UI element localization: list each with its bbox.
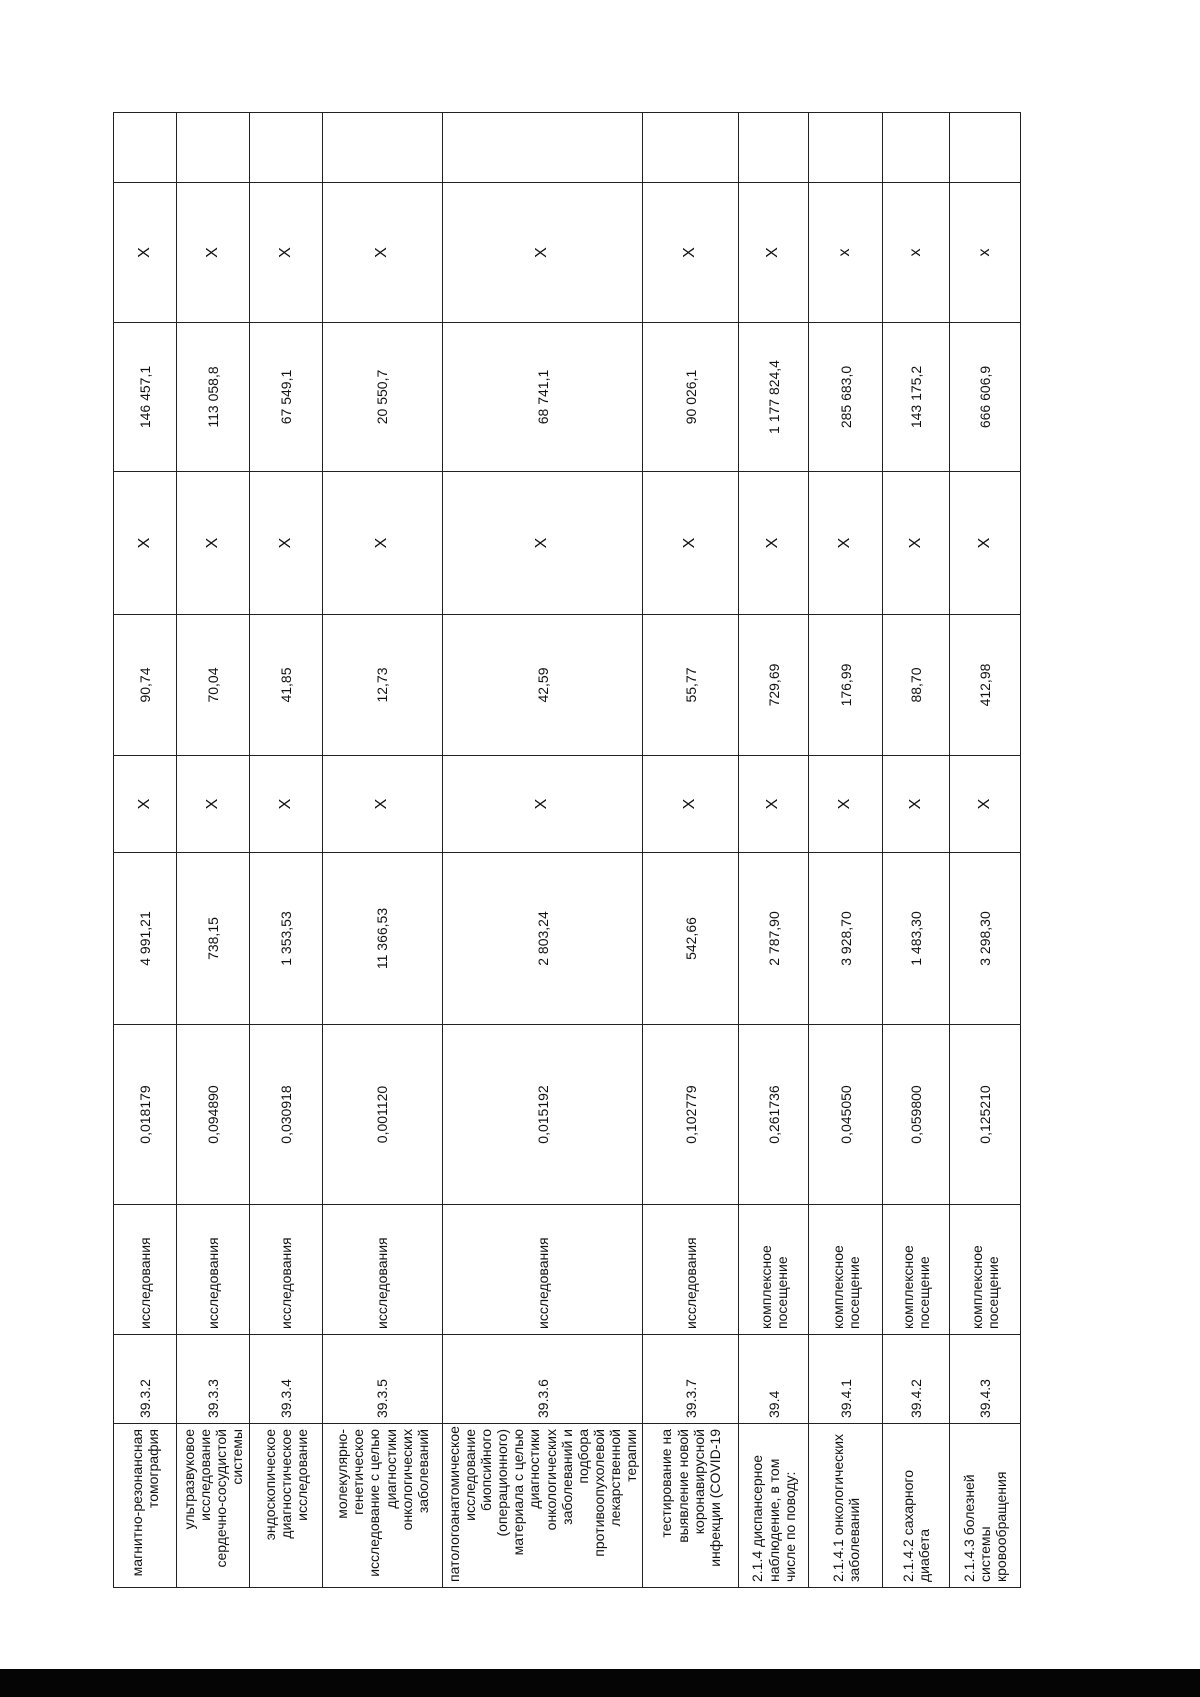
blank-cell (809, 113, 883, 183)
unit-cell: исследования (177, 1205, 250, 1335)
per-capita-cell: 55,77 (643, 615, 739, 756)
blank-cell (443, 113, 643, 183)
per-capita-cell: 412,98 (950, 615, 1021, 756)
table-row (809, 113, 883, 1588)
unit-cost-cell: 2 787,90 (739, 853, 809, 1025)
unit-cell: исследования (323, 1205, 443, 1335)
cross-mark-cell: x (950, 183, 1021, 323)
total-amount-cell: 146 457,1 (114, 323, 177, 472)
cross-mark-cell: X (643, 756, 739, 853)
cross-mark-cell: X (177, 472, 250, 615)
per-capita-cell: 70,04 (177, 615, 250, 756)
blank-cell (739, 113, 809, 183)
cross-mark-cell: x (883, 183, 950, 323)
table-row (323, 113, 443, 1588)
rotated-page (113, 112, 1021, 1588)
cross-mark-cell: X (443, 756, 643, 853)
cross-mark-cell: X (950, 472, 1021, 615)
scan-edge-bar (0, 1669, 1200, 1697)
per-capita-cell: 90,74 (114, 615, 177, 756)
cross-mark-cell: X (323, 183, 443, 323)
row-code-cell: 39.3.2 (114, 1335, 177, 1424)
per-capita-cell: 176,99 (809, 615, 883, 756)
total-amount-cell: 666 606,9 (950, 323, 1021, 472)
blank-cell (177, 113, 250, 183)
norm-volume-cell: 0,045050 (809, 1025, 883, 1205)
row-code-cell: 39.3.5 (323, 1335, 443, 1424)
table-row (443, 113, 643, 1588)
table-row (250, 113, 323, 1588)
cross-mark-cell: X (809, 472, 883, 615)
cross-mark-cell: X (739, 756, 809, 853)
unit-cost-cell: 3 298,30 (950, 853, 1021, 1025)
table-row (883, 113, 950, 1588)
service-name-cell: патологоанатомическое исследование биопсийного (операционного) материала с целью диагностики онкологических заболеваний и подбора противоопухолевой лекарственной терапии (443, 1424, 643, 1588)
cross-mark-cell: X (114, 756, 177, 853)
cross-mark-cell: x (809, 183, 883, 323)
norm-volume-cell: 0,059800 (883, 1025, 950, 1205)
row-code-cell: 39.3.4 (250, 1335, 323, 1424)
table-row (950, 113, 1021, 1588)
cross-mark-cell: X (883, 472, 950, 615)
norm-volume-cell: 0,018179 (114, 1025, 177, 1205)
row-code-cell: 39.4 (739, 1335, 809, 1424)
table-body (114, 113, 1021, 1588)
cross-mark-cell: X (643, 183, 739, 323)
cross-mark-cell: X (809, 756, 883, 853)
cross-mark-cell: X (250, 472, 323, 615)
service-name-cell: магнитно-резонансная томография (114, 1424, 177, 1588)
unit-cost-cell: 2 803,24 (443, 853, 643, 1025)
service-name-cell: эндоскопическое диагностическое исследование (250, 1424, 323, 1588)
cross-mark-cell: X (177, 183, 250, 323)
norm-volume-cell: 0,261736 (739, 1025, 809, 1205)
norm-volume-cell: 0,015192 (443, 1025, 643, 1205)
unit-cell: комплексное посещение (950, 1205, 1021, 1335)
unit-cost-cell: 4 991,21 (114, 853, 177, 1025)
cross-mark-cell: X (250, 183, 323, 323)
row-code-cell: 39.4.1 (809, 1335, 883, 1424)
row-code-cell: 39.3.3 (177, 1335, 250, 1424)
table-row (643, 113, 739, 1588)
total-amount-cell: 143 175,2 (883, 323, 950, 472)
cross-mark-cell: X (443, 183, 643, 323)
norm-volume-cell: 0,094890 (177, 1025, 250, 1205)
total-amount-cell: 113 058,8 (177, 323, 250, 472)
total-amount-cell: 1 177 824,4 (739, 323, 809, 472)
unit-cost-cell: 11 366,53 (323, 853, 443, 1025)
total-amount-cell: 20 550,7 (323, 323, 443, 472)
cross-mark-cell: X (177, 756, 250, 853)
total-amount-cell: 68 741,1 (443, 323, 643, 472)
blank-cell (643, 113, 739, 183)
norm-volume-cell: 0,102779 (643, 1025, 739, 1205)
cross-mark-cell: X (323, 756, 443, 853)
per-capita-cell: 729,69 (739, 615, 809, 756)
unit-cost-cell: 1 353,53 (250, 853, 323, 1025)
service-name-cell: 2.1.4.2 сахарного диабета (883, 1424, 950, 1588)
unit-cell: комплексное посещение (883, 1205, 950, 1335)
row-code-cell: 39.4.3 (950, 1335, 1021, 1424)
service-name-cell: 2.1.4.3 болезней системы кровообращения (950, 1424, 1021, 1588)
cross-mark-cell: X (643, 472, 739, 615)
table-row (114, 113, 177, 1588)
per-capita-cell: 12,73 (323, 615, 443, 756)
cross-mark-cell: X (443, 472, 643, 615)
unit-cell: комплексное посещение (739, 1205, 809, 1335)
cross-mark-cell: X (739, 183, 809, 323)
service-name-cell: тестирование на выявление новой коронавирусной инфекции (COVID-19 (643, 1424, 739, 1588)
blank-cell (323, 113, 443, 183)
cross-mark-cell: X (114, 183, 177, 323)
norm-volume-cell: 0,125210 (950, 1025, 1021, 1205)
service-name-cell: ультразвуковое исследование сердечно-сосудистой системы (177, 1424, 250, 1588)
cross-mark-cell: X (114, 472, 177, 615)
unit-cell: исследования (443, 1205, 643, 1335)
total-amount-cell: 67 549,1 (250, 323, 323, 472)
unit-cost-cell: 738,15 (177, 853, 250, 1025)
blank-cell (250, 113, 323, 183)
unit-cell: исследования (250, 1205, 323, 1335)
total-amount-cell: 90 026,1 (643, 323, 739, 472)
blank-cell (114, 113, 177, 183)
unit-cell: исследования (114, 1205, 177, 1335)
service-name-cell: молекулярно-генетическое исследование с целью диагностики онкологических заболеваний (323, 1424, 443, 1588)
financing-norms-table (113, 112, 1021, 1588)
cross-mark-cell: X (323, 472, 443, 615)
cross-mark-cell: X (950, 756, 1021, 853)
row-code-cell: 39.3.7 (643, 1335, 739, 1424)
unit-cell: исследования (643, 1205, 739, 1335)
unit-cost-cell: 1 483,30 (883, 853, 950, 1025)
row-code-cell: 39.4.2 (883, 1335, 950, 1424)
cross-mark-cell: X (739, 472, 809, 615)
unit-cost-cell: 542,66 (643, 853, 739, 1025)
table-row (739, 113, 809, 1588)
service-name-cell: 2.1.4 диспансерное наблюдение, в том числе по поводу: (739, 1424, 809, 1588)
per-capita-cell: 41,85 (250, 615, 323, 756)
cross-mark-cell: X (250, 756, 323, 853)
unit-cell: комплексное посещение (809, 1205, 883, 1335)
row-code-cell: 39.3.6 (443, 1335, 643, 1424)
norm-volume-cell: 0,030918 (250, 1025, 323, 1205)
unit-cost-cell: 3 928,70 (809, 853, 883, 1025)
cross-mark-cell: X (883, 756, 950, 853)
total-amount-cell: 285 683,0 (809, 323, 883, 472)
table-row (177, 113, 250, 1588)
per-capita-cell: 88,70 (883, 615, 950, 756)
norm-volume-cell: 0,001120 (323, 1025, 443, 1205)
blank-cell (883, 113, 950, 183)
blank-cell (950, 113, 1021, 183)
service-name-cell: 2.1.4.1 онкологических заболеваний (809, 1424, 883, 1588)
per-capita-cell: 42,59 (443, 615, 643, 756)
